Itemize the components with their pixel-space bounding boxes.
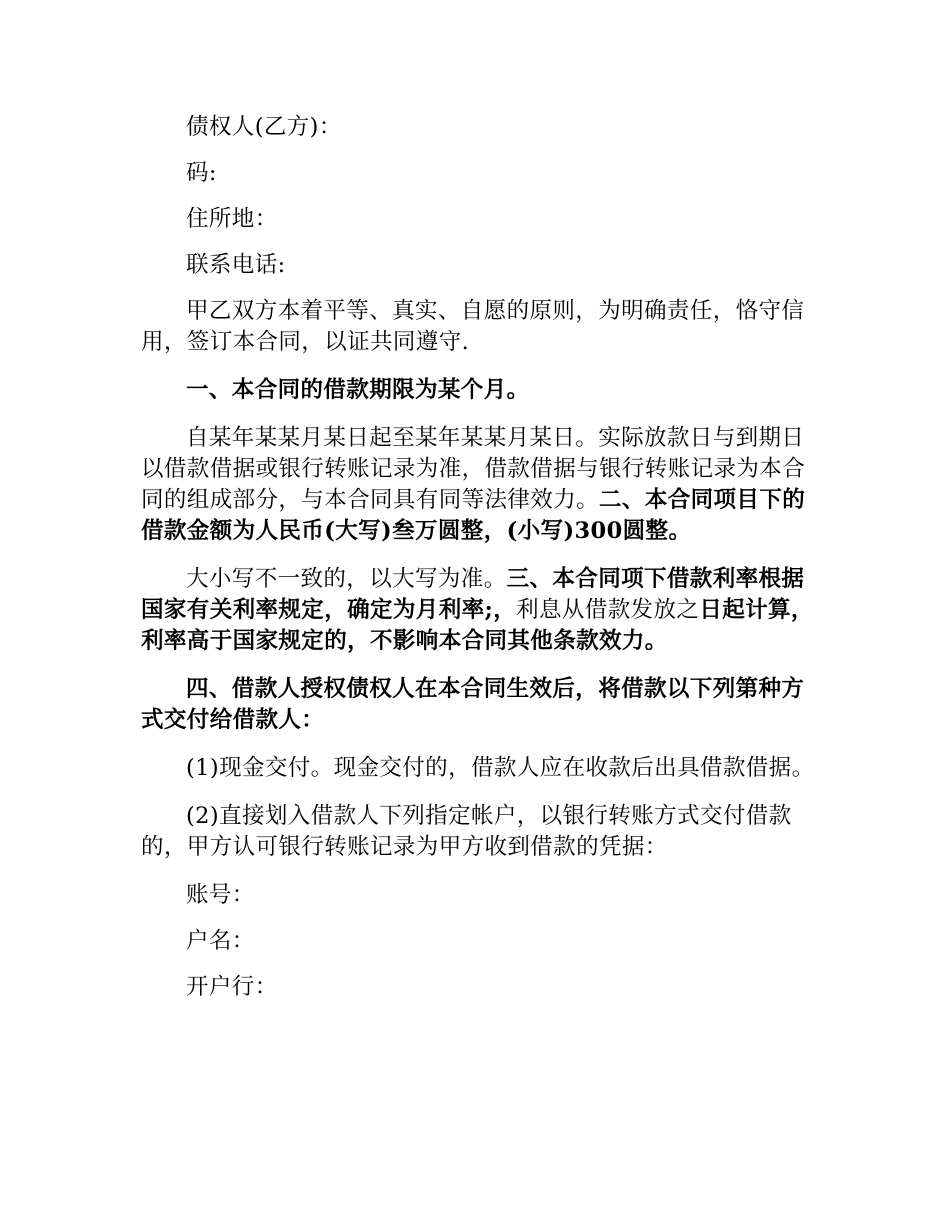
creditor-line: 债权人(乙方)： <box>186 114 342 140</box>
article-1-2-paragraph <box>141 423 821 547</box>
bank-line: 开户行： <box>186 974 278 1000</box>
code-line: 码: <box>186 160 217 186</box>
option-2-paragraph: (2)直接划入借款人下列指定帐户，以银行转账方式交付借款的，甲方认可银行转账记录为甲方收到借款的凭据： <box>141 803 792 860</box>
article-1-body: 自某年某某月某日起至某年某某月某日。实际放款日与到期日以借款借据或银行转账记录为准，借款借据与银行转账记录为本合同的组成部分，与本合同具有同等法律效力。 <box>141 425 806 513</box>
article-3-effect: 日起计算，利率高于国家规定的，不影响本合同其他条款效力。 <box>141 597 814 654</box>
intro-paragraph: 甲乙双方本着平等、真实、自愿的原则，为明确责任，恪守信用，签订本合同，以证共同遵守. <box>141 298 805 355</box>
option-1-paragraph: (1)现金交付。现金交付的，借款人应在收款后出具借款借据。 <box>186 755 815 781</box>
account-number-line: 账号： <box>186 882 255 908</box>
article-3-paragraph <box>141 564 821 657</box>
article-3-interest: 利息从借款发放之 <box>516 597 700 623</box>
article-2-text: 二、本合同项目下的借款金额为人民币(大写)叁万圆整，(小写)300圆整。 <box>141 487 806 544</box>
article-4-paragraph: 四、借款人授权债权人在本合同生效后，将借款以下列第种方式交付给借款人： <box>141 676 805 733</box>
article-1-heading: 一、本合同的借款期限为某个月。 <box>186 377 530 403</box>
contract-page <box>141 112 821 1018</box>
phone-line: 联系电话: <box>186 252 286 278</box>
article-3-rate: 三、本合同项下借款利率根据国家有关利率规定，确定为月利率;， <box>141 566 805 623</box>
article-3-lead: 大小写不一致的，以大写为准。 <box>186 566 507 592</box>
account-name-line: 户名： <box>186 928 255 954</box>
address-line: 住所地： <box>186 206 278 232</box>
